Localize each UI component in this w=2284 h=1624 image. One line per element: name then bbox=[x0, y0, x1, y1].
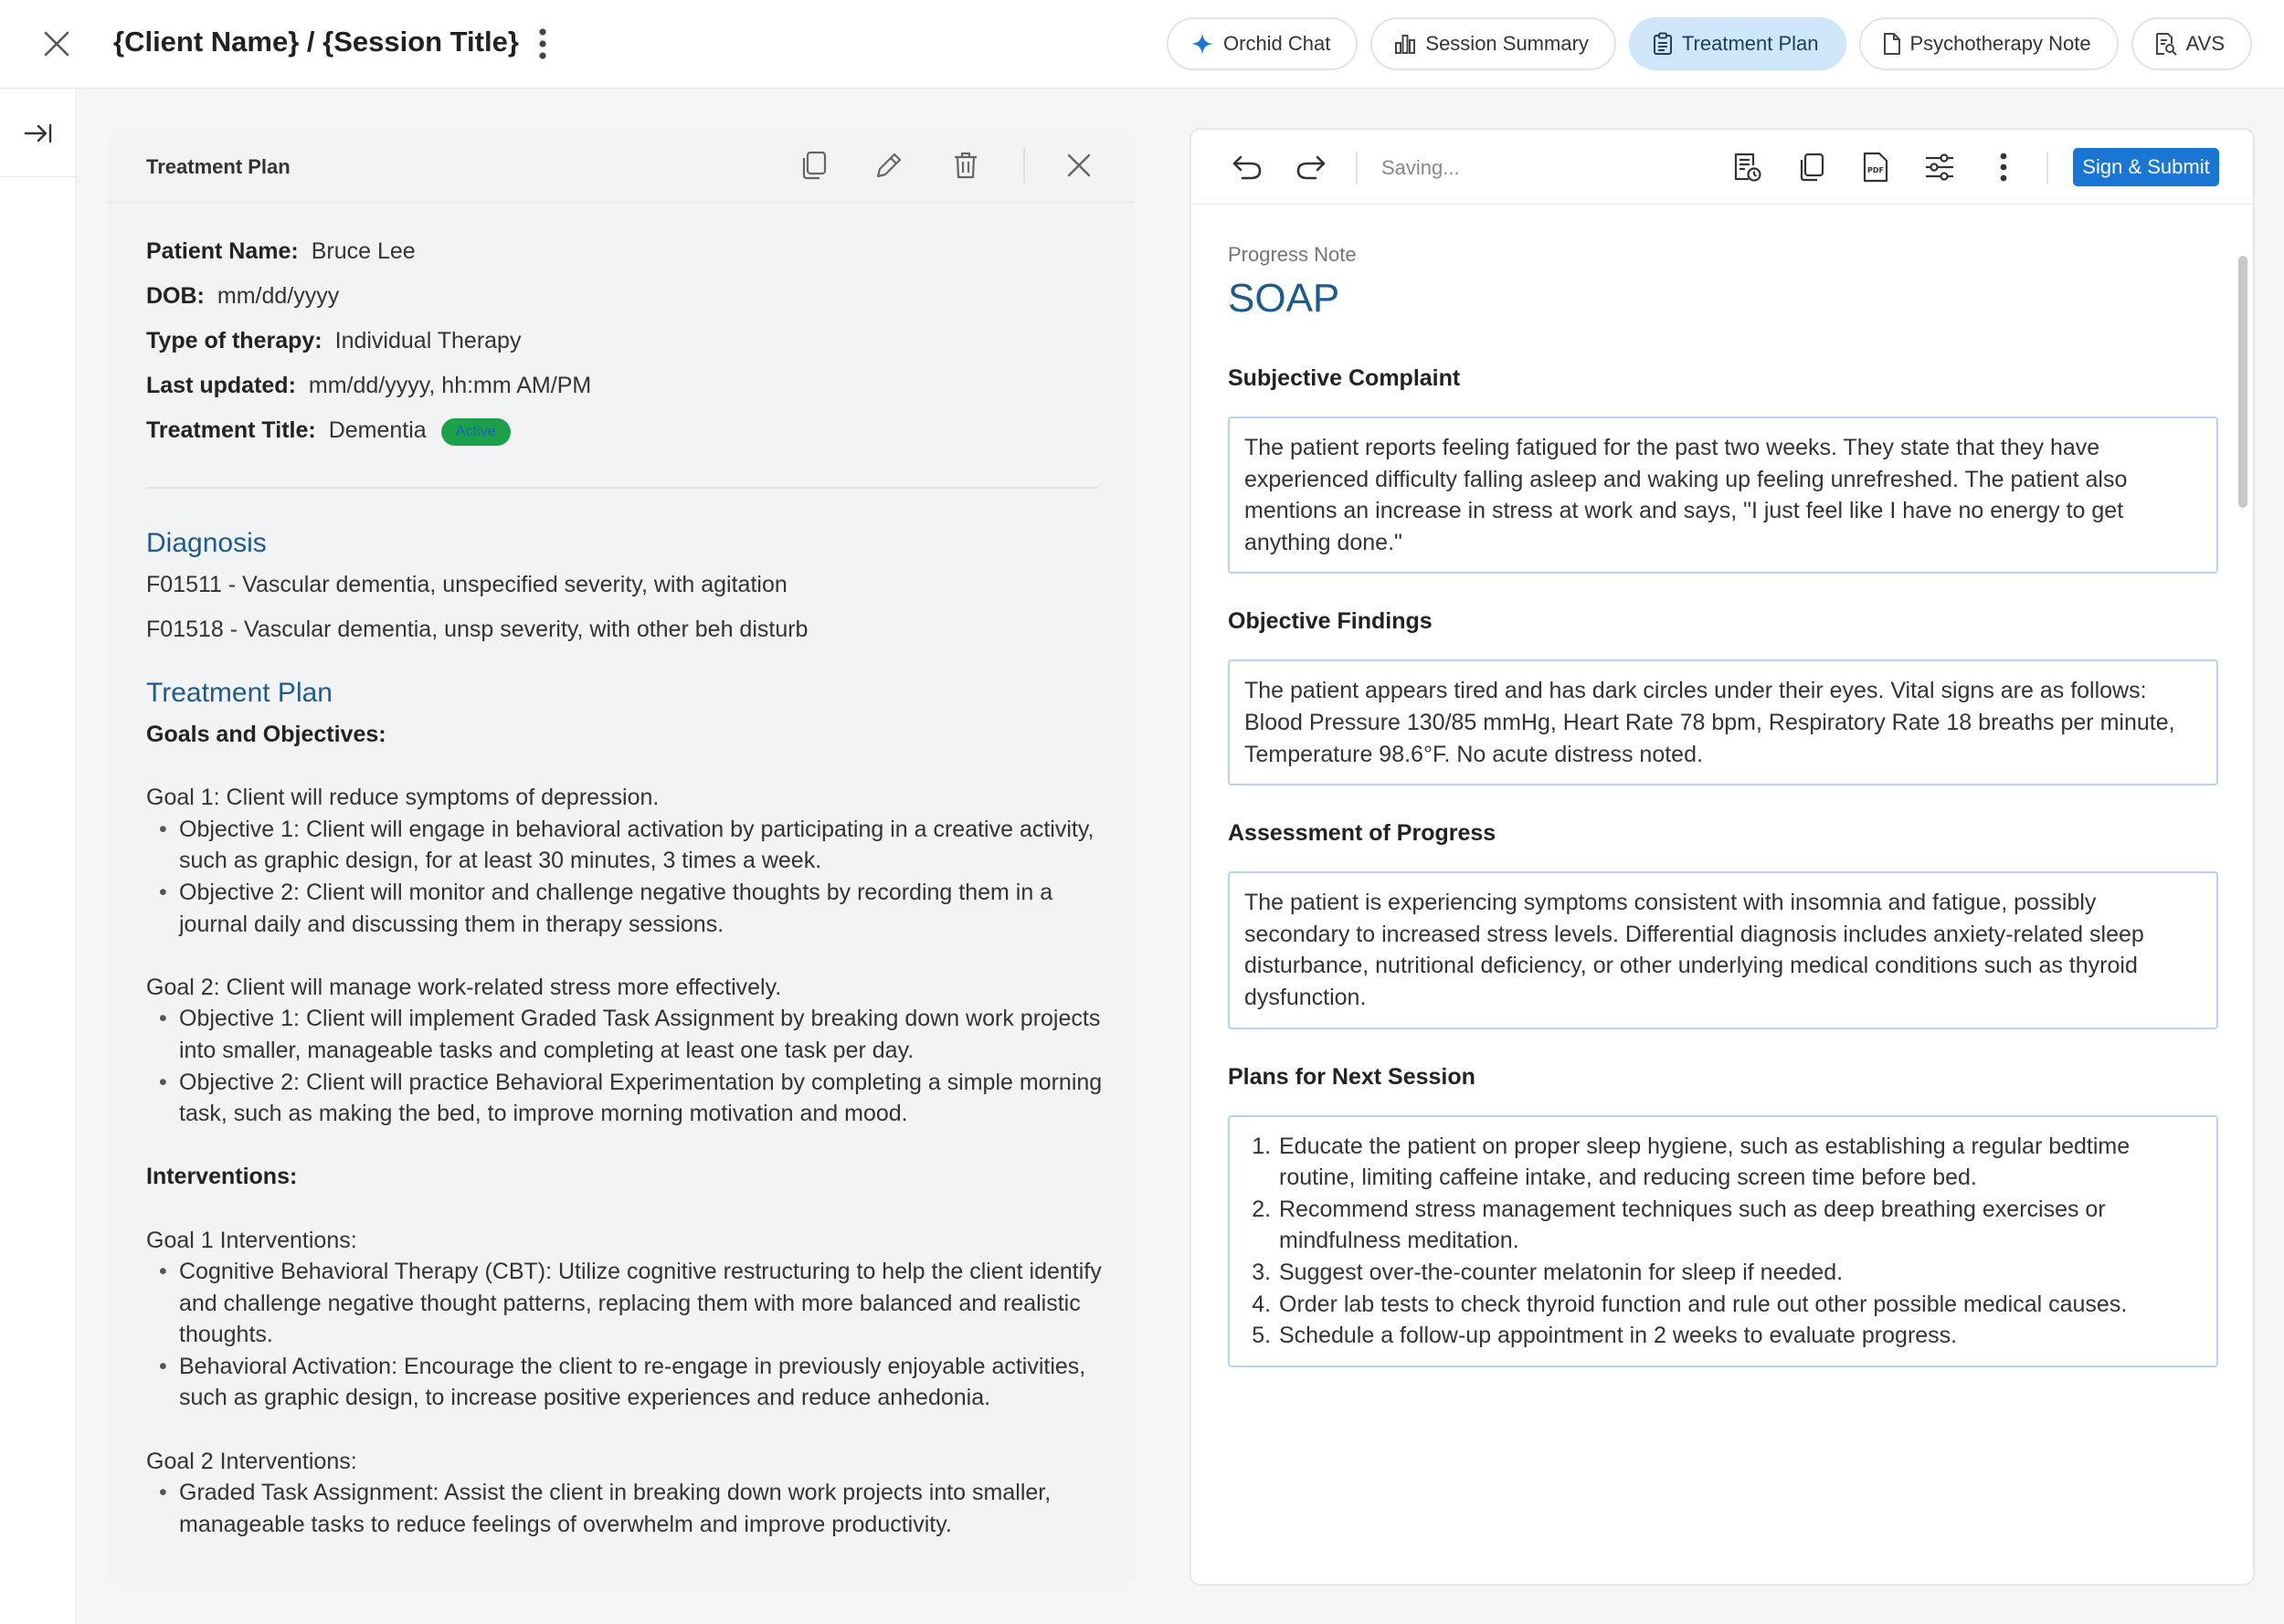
panel-title: Treatment Plan bbox=[146, 155, 291, 178]
tab-avs[interactable] bbox=[2131, 17, 2252, 70]
svg-text:PDF: PDF bbox=[1867, 166, 1884, 174]
copy-note-button[interactable] bbox=[1789, 144, 1835, 190]
trash-icon bbox=[952, 151, 979, 180]
treatment-title-value: Dementia bbox=[328, 417, 427, 443]
sign-submit-button[interactable]: Sign & Submit bbox=[2073, 148, 2219, 186]
page-title: {Client Name} / {Session Title} bbox=[113, 26, 519, 58]
undo-button[interactable] bbox=[1224, 144, 1270, 190]
pencil-icon bbox=[874, 151, 904, 180]
note-more-options-button[interactable] bbox=[1981, 144, 2026, 190]
close-icon bbox=[43, 30, 70, 58]
progress-note-panel bbox=[1190, 128, 2255, 1586]
note-scrollbar[interactable] bbox=[2238, 256, 2247, 508]
close-button[interactable] bbox=[35, 22, 79, 66]
spacer bbox=[146, 1193, 1105, 1225]
save-status: Saving... bbox=[1381, 156, 1460, 179]
therapy-type-label: Type of therapy: bbox=[146, 328, 323, 353]
objective-label: Objective Findings bbox=[1228, 608, 1433, 635]
goal-1-interventions bbox=[146, 1256, 1105, 1414]
note-type-label: Progress Note bbox=[1228, 243, 1357, 266]
subjective-label: Subjective Complaint bbox=[1228, 365, 1461, 391]
note-settings-button[interactable] bbox=[1917, 144, 1962, 190]
toolbar-divider bbox=[1023, 148, 1025, 183]
close-icon bbox=[1066, 153, 1092, 178]
note-content bbox=[1228, 243, 2218, 1367]
status-badge: Active bbox=[441, 418, 511, 446]
tab-label: Orchid Chat bbox=[1223, 32, 1331, 55]
arrow-right-bar-icon bbox=[24, 122, 53, 144]
list-item: 3. Suggest over-the-counter melatonin for sleep if needed. bbox=[1277, 1257, 2202, 1289]
dob-row bbox=[146, 280, 1105, 325]
plans-list bbox=[1244, 1131, 2202, 1352]
spacer bbox=[146, 1414, 1105, 1446]
expand-sidebar-button[interactable] bbox=[0, 90, 77, 177]
kebab-menu-icon bbox=[1999, 153, 2008, 182]
plans-field[interactable] bbox=[1228, 1115, 2218, 1367]
patient-name-label: Patient Name: bbox=[146, 238, 299, 264]
copy-icon bbox=[800, 151, 828, 180]
last-updated-value: mm/dd/yyyy, hh:mm AM/PM bbox=[308, 373, 592, 398]
list-item: • Objective 2: Client will practice Behavioral Experimentation by completing a simple morning task, such as making the bed, to improve morning motivation and mood. bbox=[179, 1067, 1105, 1130]
more-options-button[interactable] bbox=[523, 22, 563, 66]
goal-1-objectives bbox=[146, 814, 1105, 940]
undo-icon bbox=[1232, 153, 1263, 181]
assessment-label: Assessment of Progress bbox=[1228, 820, 1496, 847]
pdf-icon bbox=[1863, 152, 1888, 183]
treatment-plan-content bbox=[146, 236, 1105, 1540]
tab-label: Treatment Plan bbox=[1681, 32, 1819, 55]
list-item: • Cognitive Behavioral Therapy (CBT): Utilize cognitive restructuring to help the client identify and challenge negative thought patterns, replacing them with more balanced and realistic thoughts. bbox=[179, 1256, 1105, 1351]
spacer bbox=[146, 940, 1105, 972]
goal-1-interventions-heading: Goal 1 Interventions: bbox=[146, 1227, 357, 1253]
document-tabs bbox=[1167, 17, 2252, 70]
last-updated-row bbox=[146, 370, 1105, 415]
note-title: SOAP bbox=[1228, 276, 1340, 321]
redo-button[interactable] bbox=[1288, 144, 1334, 190]
list-item: • Graded Task Assignment: Assist the client in breaking down work projects into smaller, manageable tasks to reduce feelings of overwhelm and improve productivity. bbox=[179, 1477, 1105, 1540]
tab-session-summary[interactable] bbox=[1370, 17, 1616, 70]
toolbar-divider bbox=[1356, 152, 1358, 185]
document-search-icon bbox=[2155, 32, 2177, 56]
bar-chart-icon bbox=[1394, 33, 1416, 55]
goal-1: Goal 1: Client will reduce symptoms of depression. bbox=[146, 785, 660, 811]
tab-label: Session Summary bbox=[1425, 32, 1589, 55]
subjective-field[interactable]: The patient reports feeling fatigued for the past two weeks. They state that they have experienced difficulty falling asleep and waking up feeling unrefreshed. The patient also mentions an increase in stress at work and says, "I just feel like I have no energy to get anything done." bbox=[1228, 417, 2218, 574]
tab-treatment-plan[interactable] bbox=[1629, 17, 1846, 70]
interventions-heading: Interventions: bbox=[146, 1164, 298, 1190]
top-bar bbox=[0, 0, 2284, 89]
diagnosis-heading: Diagnosis bbox=[146, 528, 267, 558]
plans-label: Plans for Next Session bbox=[1228, 1063, 1475, 1090]
toolbar-divider bbox=[2046, 152, 2048, 185]
kebab-menu-icon bbox=[538, 28, 547, 59]
document-icon bbox=[1883, 32, 1901, 56]
divider bbox=[146, 487, 1098, 489]
goal-2: Goal 2: Client will manage work-related stress more effectively. bbox=[146, 974, 782, 1000]
treatment-title-row bbox=[146, 415, 1105, 459]
tab-orchid-chat[interactable] bbox=[1167, 17, 1358, 70]
treatment-plan-panel bbox=[108, 128, 1135, 1586]
list-item: 5. Schedule a follow-up appointment in 2 weeks to evaluate progress. bbox=[1277, 1320, 2202, 1352]
patient-name-row bbox=[146, 236, 1105, 280]
list-item: • Objective 1: Client will engage in behavioral activation by participating in a creative activity, such as graphic design, for at least 30 minutes, 3 times a week. bbox=[179, 814, 1105, 877]
edit-button[interactable] bbox=[868, 144, 910, 186]
dob-value: mm/dd/yyyy bbox=[217, 283, 340, 309]
therapy-type-row bbox=[146, 325, 1105, 370]
treatment-title-label: Treatment Title: bbox=[146, 417, 316, 443]
spacer bbox=[146, 751, 1105, 783]
objective-field[interactable]: The patient appears tired and has dark circles under their eyes. Vital signs are as follows: Blood Pressure 130/85 mmHg, Heart Rate 78 bpm, Respiratory Rate 18 breaths per minute, Temperature 98.6°F. No acute distress noted. bbox=[1228, 659, 2218, 786]
assessment-field[interactable]: The patient is experiencing symptoms consistent with insomnia and fatigue, possibly secondary to increased stress levels. Differential diagnosis includes anxiety-related sleep disturbance, nutritional deficiency, or other underlying medical conditions such as thyroid dysfunction. bbox=[1228, 871, 2218, 1028]
spacer bbox=[146, 1130, 1105, 1162]
document-clock-icon bbox=[1733, 152, 1762, 183]
note-history-button[interactable] bbox=[1725, 144, 1771, 190]
therapy-type-value: Individual Therapy bbox=[334, 328, 522, 353]
goal-2-interventions bbox=[146, 1477, 1105, 1540]
goals-heading: Goals and Objectives: bbox=[146, 722, 386, 747]
list-item: • Objective 1: Client will implement Graded Task Assignment by breaking down work projects into smaller, manageable tasks and completing at least one task per day. bbox=[179, 1003, 1105, 1066]
left-rail bbox=[0, 90, 77, 1624]
tab-psychotherapy-note[interactable] bbox=[1859, 17, 2119, 70]
treatment-plan-heading: Treatment Plan bbox=[146, 678, 333, 708]
diagnosis-item: F01518 - Vascular dementia, unsp severity, with other beh disturb bbox=[146, 617, 809, 642]
list-item: 4. Order lab tests to check thyroid function and rule out other possible medical causes. bbox=[1277, 1289, 2202, 1321]
copy-button[interactable] bbox=[793, 144, 835, 186]
close-panel-button[interactable] bbox=[1058, 144, 1100, 186]
tab-label: Psychotherapy Note bbox=[1909, 32, 2091, 55]
delete-button[interactable] bbox=[945, 144, 987, 186]
last-updated-label: Last updated: bbox=[146, 373, 296, 398]
note-toolbar bbox=[1191, 130, 2253, 205]
dob-label: DOB: bbox=[146, 283, 205, 309]
sparkle-icon bbox=[1190, 32, 1214, 56]
clipboard-icon bbox=[1653, 32, 1673, 56]
list-item: • Behavioral Activation: Encourage the client to re-engage in previously enjoyable activities, such as graphic design, to increase positive experiences and reduce anhedonia. bbox=[179, 1351, 1105, 1414]
list-item: • Objective 2: Client will monitor and challenge negative thoughts by recording them in a journal daily and discussing them in therapy sessions. bbox=[179, 877, 1105, 940]
diagnosis-item: F01511 - Vascular dementia, unspecified severity, with agitation bbox=[146, 572, 788, 597]
goal-2-interventions-heading: Goal 2 Interventions: bbox=[146, 1448, 357, 1474]
list-item: 2. Recommend stress management techniques such as deep breathing exercises or mindfulness meditation. bbox=[1277, 1194, 2202, 1257]
goal-2-objectives bbox=[146, 1003, 1105, 1129]
export-pdf-button[interactable] bbox=[1853, 144, 1898, 190]
list-item: 1. Educate the patient on proper sleep hygiene, such as establishing a regular bedtime routine, limiting caffeine intake, and reducing screen time before bed. bbox=[1277, 1131, 2202, 1194]
treatment-plan-header bbox=[108, 128, 1135, 203]
redo-icon bbox=[1295, 153, 1327, 181]
tab-label: AVS bbox=[2185, 32, 2225, 55]
copy-icon bbox=[1798, 153, 1825, 182]
sliders-icon bbox=[1924, 153, 1955, 181]
patient-name-value: Bruce Lee bbox=[311, 238, 416, 264]
